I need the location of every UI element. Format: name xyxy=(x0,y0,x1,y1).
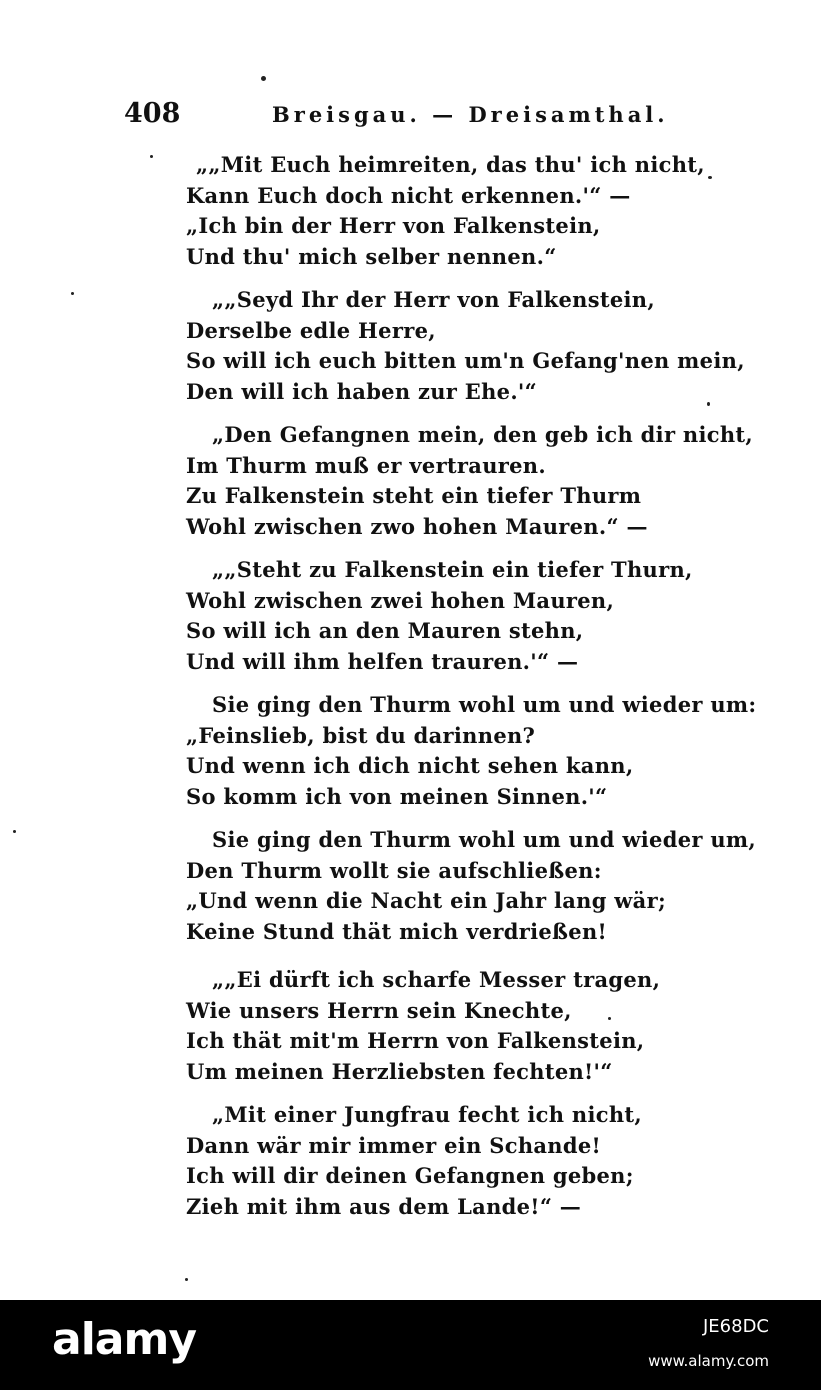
ink-speck xyxy=(150,155,153,158)
verse-line: Und will ihm helfen trauren.'“ — xyxy=(186,648,579,674)
stanza xyxy=(186,1100,642,1222)
verse-line: Wohl zwischen zwo hohen Mauren.“ — xyxy=(186,513,648,539)
page-number: 408 xyxy=(124,98,181,129)
verse-line: Wohl zwischen zwei hohen Mauren, xyxy=(186,587,615,613)
verse-line: Ich thät mit'm Herrn von Falkenstein, xyxy=(186,1028,645,1053)
image-code: JE68DC xyxy=(702,1316,769,1337)
verse-line: Und wenn ich dich nicht sehen kann, xyxy=(186,753,634,778)
verse-line: Wie unsers Herrn sein Knechte, xyxy=(186,997,572,1023)
verse-line: Dann wär mir immer ein Schande! xyxy=(186,1132,602,1158)
verse-line: Ich will dir deinen Gefangnen geben; xyxy=(186,1163,634,1188)
page-header xyxy=(124,98,669,138)
watermark-banner xyxy=(0,1300,821,1390)
verse-line: „Den Gefangnen mein, den geb ich dir nicht, xyxy=(212,422,754,447)
verse-line: Kann Euch doch nicht erkennen.'“ — xyxy=(186,182,631,208)
verse-line: „„Steht zu Falkenstein ein tiefer Thurn, xyxy=(212,557,693,582)
verse-line: „„Seyd Ihr der Herr von Falkenstein, xyxy=(212,287,655,312)
running-head: Breisgau. — Dreisamthal. xyxy=(272,102,669,127)
verse-line: So will ich an den Mauren stehn, xyxy=(186,618,584,643)
stanza xyxy=(186,825,756,947)
verse-line: Und thu' mich selber nennen.“ xyxy=(186,243,557,269)
verse-line: So komm ich von meinen Sinnen.'“ xyxy=(186,783,608,809)
verse-line: Derselbe edle Herre, xyxy=(186,317,436,343)
ink-speck xyxy=(185,1278,188,1281)
verse-line: „Mit einer Jungfrau fecht ich nicht, xyxy=(212,1102,643,1127)
alamy-logo: alamy xyxy=(52,1314,196,1365)
stanza xyxy=(186,690,756,812)
ink-speck xyxy=(71,292,74,295)
ink-speck xyxy=(261,76,266,81)
verse-line: „Feinslieb, bist du darinnen? xyxy=(186,722,536,748)
verse-line: „Ich bin der Herr von Falkenstein, xyxy=(186,213,601,238)
verse-line: Um meinen Herzliebsten fechten!'“ xyxy=(186,1058,613,1084)
stanza xyxy=(186,285,745,407)
verse-line: „„Mit Euch heimreiten, das thu' ich nicht, xyxy=(196,152,705,177)
stanza xyxy=(186,965,660,1087)
verse-line: „Und wenn die Nacht ein Jahr lang wär; xyxy=(186,888,666,913)
verse-line: Zieh mit ihm aus dem Lande!“ — xyxy=(186,1193,582,1219)
banner-url: www.alamy.com xyxy=(648,1352,769,1370)
verse-line: Den will ich haben zur Ehe.'“ xyxy=(186,378,538,404)
verse-line: Im Thurm muß er vertrauren. xyxy=(186,452,546,478)
verse-line: Sie ging den Thurm wohl um und wieder um: xyxy=(212,692,757,717)
verse-line: Den Thurm wollt sie aufschließen: xyxy=(186,857,602,883)
stanza xyxy=(186,555,693,677)
verse-line: „„Ei dürft ich scharfe Messer tragen, xyxy=(212,967,661,992)
verse-line: Keine Stund thät mich verdrießen! xyxy=(186,918,608,944)
ink-speck xyxy=(13,830,16,833)
verse-line: Sie ging den Thurm wohl um und wieder um, xyxy=(212,827,757,852)
verse-line: So will ich euch bitten um'n Gefang'nen mein, xyxy=(186,348,745,373)
stanza xyxy=(186,420,753,542)
stanza xyxy=(186,150,705,272)
verse-line: Zu Falkenstein steht ein tiefer Thurm xyxy=(186,483,642,508)
ink-speck xyxy=(708,176,712,179)
